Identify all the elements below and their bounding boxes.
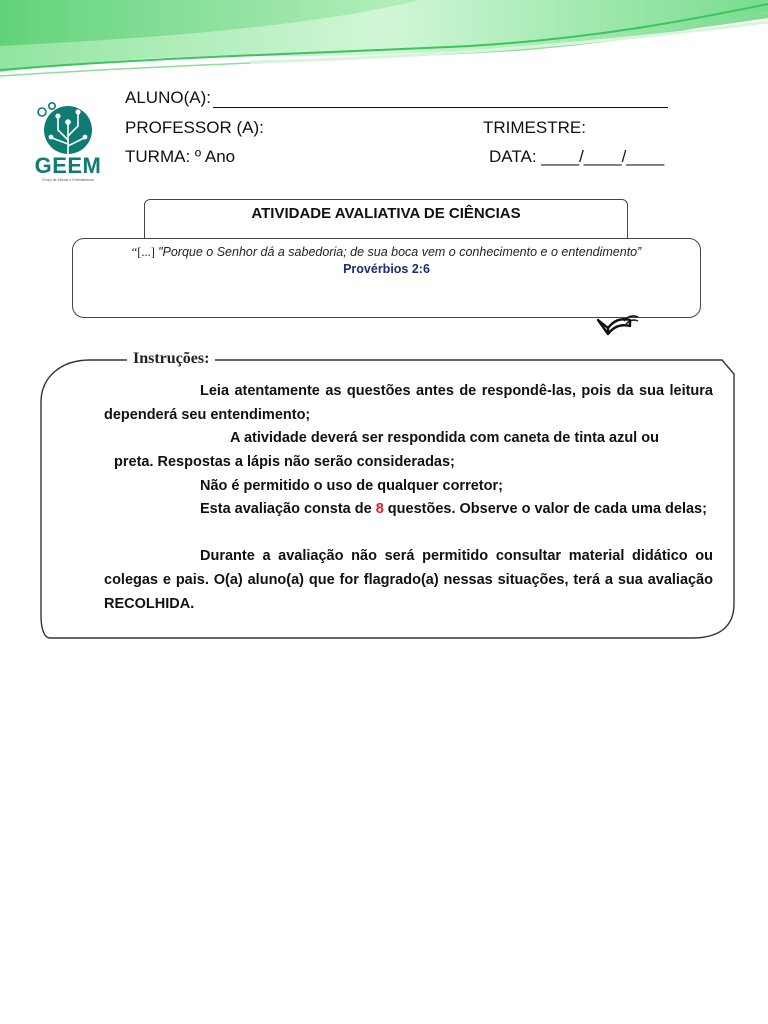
question-count-before: Esta avaliação consta de xyxy=(200,501,376,517)
date-field[interactable]: DATA: ____/____/____ xyxy=(489,147,665,166)
instruction-pen-color xyxy=(104,426,713,474)
quote-open-mark: “[...] xyxy=(131,245,159,259)
class-label: TURMA: º Ano xyxy=(125,147,236,166)
student-label: ALUNO(A): xyxy=(125,88,211,107)
instruction-pen-line2: preta. Respostas a lápis não serão consideradas; xyxy=(114,454,455,470)
instruction-no-corrector: Não é permitido o uso de qualquer corretor; xyxy=(200,478,503,494)
instruction-pen-line1: A atividade deverá ser respondida com caneta de tinta azul ou xyxy=(230,430,659,446)
instruction-no-consult: Durante a avaliação não será permitido consultar material didático ou colegas e pais. O(a) aluno(a) que for flagrado(a) nessas situações, terá a sua avaliação RECOLHIDA. xyxy=(104,548,713,612)
logo-wordmark: GEEM xyxy=(34,153,102,178)
logo-subtitle: Grupo de Estudo e Entendimento xyxy=(42,178,94,182)
instruction-read-carefully: Leia atentamente as questões antes de respondê-las, pois da sua leitura dependerá seu entendimento; xyxy=(104,383,713,423)
bible-quote xyxy=(72,245,701,260)
circuit-tree-icon xyxy=(28,100,108,200)
instructions-label: Instruções: xyxy=(127,350,215,368)
quote-reference: Provérbios 2:6 xyxy=(343,262,430,276)
question-count-after: questões. Observe o valor de cada uma delas; xyxy=(383,501,707,517)
student-field[interactable] xyxy=(125,88,668,108)
open-book-icon xyxy=(596,312,640,338)
page-title: ATIVIDADE AVALIATIVA DE CIÊNCIAS xyxy=(251,205,521,222)
instruction-question-count xyxy=(104,497,713,521)
question-count-number: 8 xyxy=(375,501,384,517)
teacher-label: PROFESSOR (A): xyxy=(125,118,264,137)
header-wave-decoration xyxy=(0,0,768,90)
student-name-line[interactable] xyxy=(213,89,668,108)
quote-text: "Porque o Senhor dá a sabedoria; de sua boca vem o conhecimento e o entendimento” xyxy=(158,245,642,259)
term-label: TRIMESTRE: xyxy=(483,118,586,137)
